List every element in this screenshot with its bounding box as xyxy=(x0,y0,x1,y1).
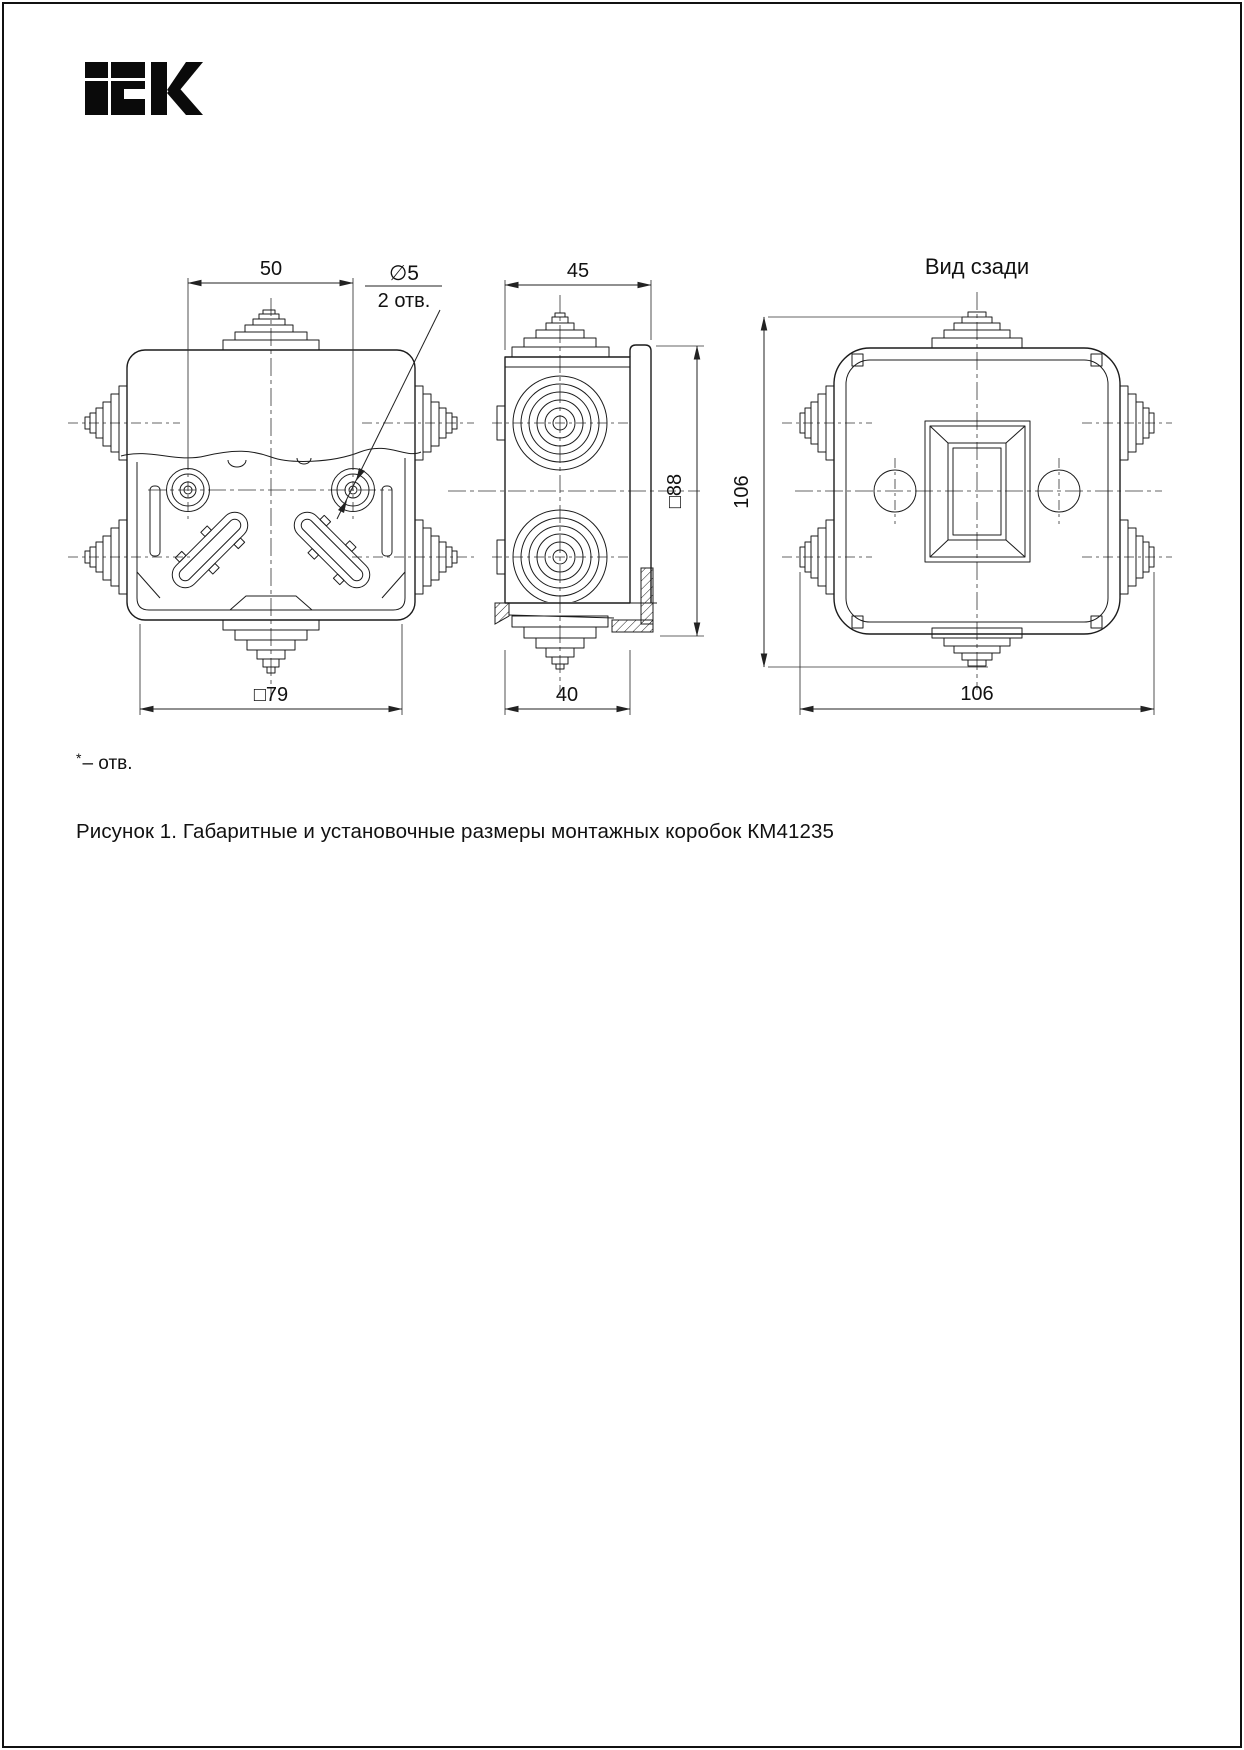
dimension-depth-body: 40 xyxy=(555,684,579,706)
footnote-marker: * xyxy=(76,750,82,766)
dimension-depth-total: 45 xyxy=(566,260,590,282)
iek-logo xyxy=(85,62,203,115)
technical-drawing xyxy=(0,0,1244,740)
back-view-title: Вид сзади xyxy=(924,254,1030,279)
hole-diameter-label: ∅5 xyxy=(389,262,419,285)
dimension-screw-spacing: 50 xyxy=(259,258,283,280)
hole-count-label: 2 отв. xyxy=(377,290,431,312)
central-recess xyxy=(925,421,1030,562)
dimension-overall-height: 106 xyxy=(731,475,753,509)
back-view xyxy=(731,254,1172,715)
footnote-text: – отв. xyxy=(82,753,133,774)
cable-gland-top xyxy=(512,313,609,357)
footnote xyxy=(76,750,133,775)
dimension-overall-width: 106 xyxy=(960,683,994,705)
side-view xyxy=(448,260,704,715)
lid-section xyxy=(495,568,657,632)
mounting-slot-right xyxy=(285,503,380,598)
dimension-outer-width: □79 xyxy=(253,684,289,706)
figure-caption: Рисунок 1. Габаритные и установочные размеры монтажных коробок КМ41235 xyxy=(76,820,834,843)
mounting-slot-left xyxy=(163,503,258,598)
front-view xyxy=(68,258,474,715)
dimension-height: □88 xyxy=(664,473,686,509)
